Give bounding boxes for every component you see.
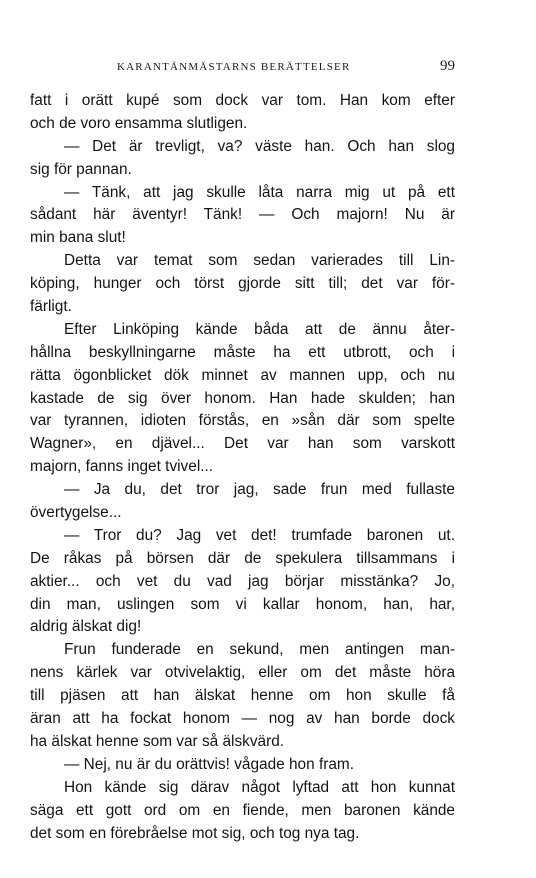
text-line: det som en förebråelse mot sig, och tog nya tag. <box>30 824 360 842</box>
body-text <box>30 90 455 845</box>
text-line: — Tänk, att jag skulle låta narra mig ut på ett <box>64 183 455 201</box>
text-line: övertygelse... <box>30 504 122 522</box>
running-head-title: KARANTÄNMÄSTARNS BERÄTTELSER <box>117 61 351 73</box>
text-line: nens kärlek var otvivelaktig, eller om det måste höra <box>30 664 455 682</box>
text-line: majorn, fanns inget tvivel... <box>30 458 214 476</box>
text-line: din man, uslingen som vi kallar honom, han, har, <box>30 595 455 613</box>
text-line: säga ett gott ord om en fiende, men baronen kände <box>30 801 455 819</box>
text-line: — Ja du, det tror jag, sade frun med fullaste <box>64 481 455 499</box>
text-line: köping, hunger och törst gjorde sitt till; det var för- <box>30 275 455 293</box>
text-line: färligt. <box>30 298 72 316</box>
text-line: Detta var temat som sedan varierades till Lin- <box>64 252 455 270</box>
text-line: och de voro ensamma slutligen. <box>30 114 248 132</box>
text-line: äran att ha fockat honom — nog av han borde dock <box>30 710 455 728</box>
text-line: var tyrannen, idioten förstås, en »sån där som spelte <box>30 412 455 430</box>
text-line: kastade de sig över honom. Han hade skulden; han <box>30 389 455 407</box>
text-line: — Nej, nu är du orättvis! vågade hon fram. <box>64 755 355 773</box>
text-line: till pjäsen att han älskat henne om hon skulle få <box>30 687 455 705</box>
text-line: De råkas på börsen där de spekulera tillsammans i <box>30 549 455 567</box>
text-line: ha älskat henne som var så älskvärd. <box>30 732 285 750</box>
text-line: Efter Linköping kände båda att de ännu åter- <box>64 320 455 338</box>
text-line: sådant här äventyr! Tänk! — Och majorn! Nu är <box>30 206 455 224</box>
text-line: fatt i orätt kupé som dock var tom. Han kom efter <box>30 92 455 109</box>
text-line: rätta ögonblicket dök minnet av mannen upp, och nu <box>30 366 455 384</box>
text-line: aktier... och vet du vad jag börjar misstänka? Jo, <box>30 572 455 590</box>
text-line: sig för pannan. <box>30 160 132 178</box>
text-line: — Tror du? Jag vet det! trumfade baronen ut. <box>64 526 455 544</box>
page-number: 99 <box>440 58 455 74</box>
text-line: min bana slut! <box>30 229 126 247</box>
text-line: Wagner», en djävel... Det var han som varskott <box>30 435 455 453</box>
text-line: Frun funderade en sekund, men antingen man- <box>64 641 455 659</box>
text-line: Hon kände sig därav något lyftad att hon kunnat <box>64 778 455 796</box>
text-line: — Det är trevligt, va? väste han. Och han slog <box>64 137 455 155</box>
text-line: hållna beskyllningarne måste ha ett utbrott, och i <box>30 343 455 361</box>
text-line: aldrig älskat dig! <box>30 618 142 636</box>
